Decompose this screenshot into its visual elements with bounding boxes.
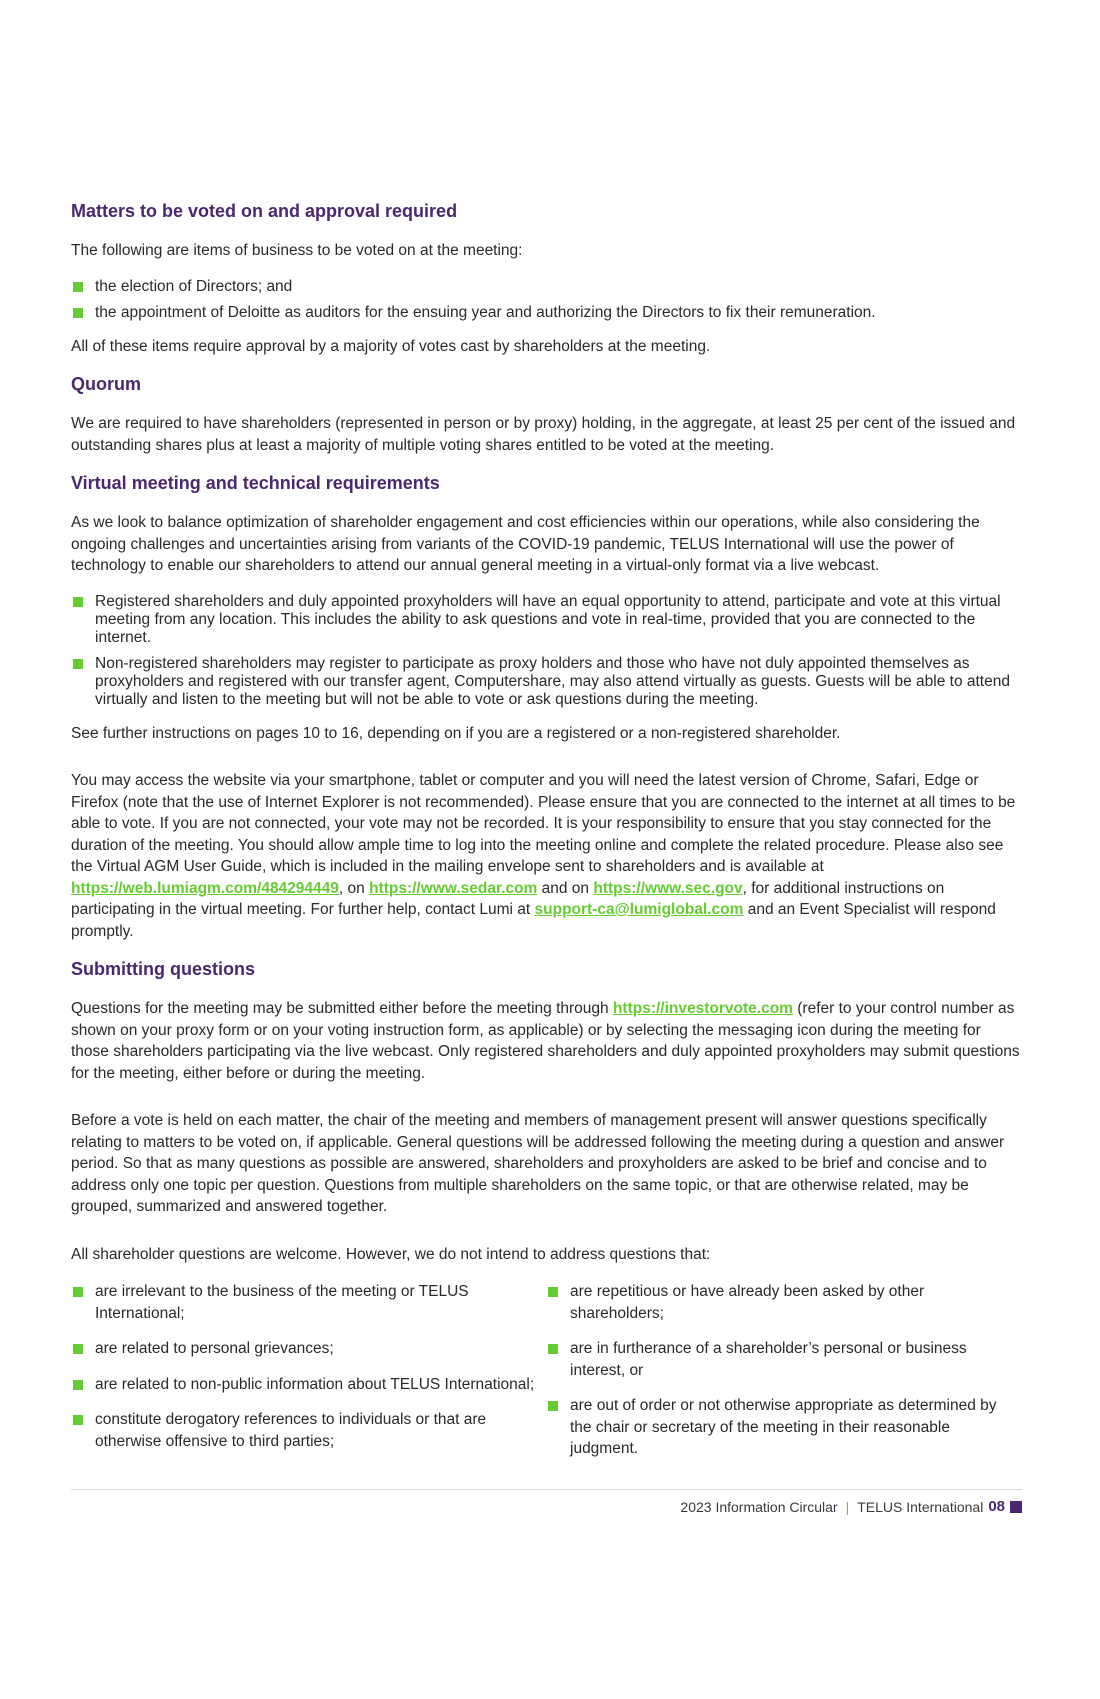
green-square-bullet-icon	[548, 1287, 558, 1297]
questions-right-list	[546, 1281, 1021, 1460]
questions-left-column	[71, 1281, 546, 1476]
virtual-list	[71, 593, 1021, 709]
questions-paragraph-2: Before a vote is held on each matter, the chair of the meeting and members of management present will answer questions specifically relating to matters to be voted on, if applicable. General questions will be addressed following the meeting during a question and answer period. So that as many questions as possible are answered, shareholders and proxyholders are asked to be brief and concise and to address only one topic per question. Questions from multiple shareholders on the same topic, or that are otherwise related, may be grouped, summarized and answered together.	[71, 1112, 1005, 1215]
questions-right-column	[546, 1281, 1021, 1476]
virtual-further-instructions: See further instructions on pages 10 to 16, depending on if you are a registered or a non-registered shareholder.	[71, 724, 841, 742]
footer-divider	[71, 1489, 1022, 1490]
green-square-bullet-icon	[548, 1401, 558, 1411]
lumi-agm-link[interactable]: https://web.lumiagm.com/484294449	[71, 879, 339, 897]
questions-columns	[71, 1281, 1021, 1476]
list-item: the appointment of Deloitte as auditors for the ensuing year and authorizing the Directors to fix their remuneration.	[71, 304, 1021, 322]
investorvote-link[interactable]: https://investorvote.com	[612, 1000, 793, 1017]
matters-intro: The following are items of business to be voted on at the meeting:	[71, 242, 523, 259]
green-square-bullet-icon	[73, 1415, 83, 1425]
list-item: are in furtherance of a shareholder’s personal or business interest, or	[546, 1338, 1021, 1381]
green-square-bullet-icon	[73, 659, 83, 669]
list-item: the election of Directors; and	[71, 278, 1021, 296]
green-square-bullet-icon	[73, 1344, 83, 1354]
matters-list	[71, 278, 1021, 322]
list-item: Non-registered shareholders may register to participate as proxy holders and those who have not duly appointed themselves as proxyholders and registered with our transfer agent, Computershare, may also attend virtually as guests. Guests will be able to attend virtually and listen to the meeting but will not be able to vote or ask questions during the meeting.	[71, 655, 1021, 709]
green-square-bullet-icon	[73, 1380, 83, 1390]
heading-matters: Matters to be voted on and approval required	[71, 201, 458, 221]
green-square-bullet-icon	[73, 1287, 83, 1297]
quorum-text: We are required to have shareholders (represented in person or by proxy) holding, in the aggregate, at least 25 per cent of the issued and outstanding shares plus at least a majority of multiple voting shares entitled to be voted at the meeting.	[71, 415, 1016, 454]
list-item: are irrelevant to the business of the meeting or TELUS International;	[71, 1281, 546, 1324]
purple-square-marker-icon	[1010, 1501, 1022, 1513]
sec-link[interactable]: https://www.sec.gov	[593, 879, 743, 897]
heading-submitting-questions: Submitting questions	[71, 959, 255, 979]
matters-outro: All of these items require approval by a majority of votes cast by shareholders at the meeting.	[71, 337, 711, 355]
list-item: are related to personal grievances;	[71, 1338, 546, 1360]
page-footer	[680, 1498, 1022, 1515]
footer-document-title: 2023 Information Circular	[680, 1498, 838, 1515]
questions-paragraph-3: All shareholder questions are welcome. However, we do not intend to address questions that:	[71, 1245, 711, 1263]
support-email-link[interactable]: support-ca@lumiglobal.com	[534, 901, 744, 918]
list-item: Registered shareholders and duly appointed proxyholders will have an equal opportunity to attend, participate and vote at this virtual meeting from any location. This includes the ability to ask questions and vote in real-time, provided that you are connected to the internet.	[71, 593, 1021, 647]
sedar-link[interactable]: https://www.sedar.com	[369, 879, 538, 897]
green-square-bullet-icon	[73, 282, 83, 292]
footer-company: TELUS International	[857, 1498, 984, 1515]
green-square-bullet-icon	[548, 1344, 558, 1354]
heading-virtual-meeting: Virtual meeting and technical requirements	[71, 473, 440, 493]
virtual-access-paragraph: You may access the website via your smartphone, tablet or computer and you will need the latest version of Chrome, Safari, Edge or Firefox (note that the use of Internet Explorer is not recommended). Please ensure that you are connected to the internet at all times to be able to vote. If you are not connected, your vote may not be recorded. It is your responsibility to ensure that you stay connected for the duration of the meeting. You should allow ample time to log into the meeting online and complete the related procedure. Please also see the Virtual AGM User Guide, which is included in the mailing envelope sent to shareholders and is available at https://web.lumiagm.com/484294449, on https://www.sedar.com and on https://www.sec.gov, for additional instructions on participating in the virtual meeting. For further help, contact Lumi at support-ca@lumiglobal.com and an Event Specialist will respond promptly.	[71, 772, 1016, 940]
green-square-bullet-icon	[73, 308, 83, 318]
list-item: are out of order or not otherwise appropriate as determined by the chair or secretary of the meeting in their reasonable judgment.	[546, 1395, 1021, 1460]
page-number: 08	[988, 1498, 1005, 1515]
questions-left-list	[71, 1281, 546, 1452]
footer-separator: |	[845, 1498, 850, 1515]
green-square-bullet-icon	[73, 597, 83, 607]
list-item: constitute derogatory references to individuals or that are otherwise offensive to third parties;	[71, 1409, 546, 1452]
heading-quorum: Quorum	[71, 374, 141, 394]
questions-paragraph-1: Questions for the meeting may be submitted either before the meeting through https://investorvote.com (refer to your control number as shown on your proxy form or on your voting instruction form, as applicable) or by selecting the messaging icon during the meeting for those shareholders participating via the live webcast. Only registered shareholders and duly appointed proxyholders may submit questions for the meeting, either before or during the meeting.	[71, 1000, 1020, 1082]
list-item: are related to non-public information about TELUS International;	[71, 1374, 546, 1396]
virtual-intro: As we look to balance optimization of shareholder engagement and cost efficiencies within our operations, while also considering the ongoing challenges and uncertainties arising from variants of the COVID-19 pandemic, TELUS International will use the power of technology to enable our shareholders to attend our annual general meeting in a virtual-only format via a live webcast.	[71, 514, 980, 574]
list-item: are repetitious or have already been asked by other shareholders;	[546, 1281, 1021, 1324]
page-content	[71, 200, 1021, 1476]
